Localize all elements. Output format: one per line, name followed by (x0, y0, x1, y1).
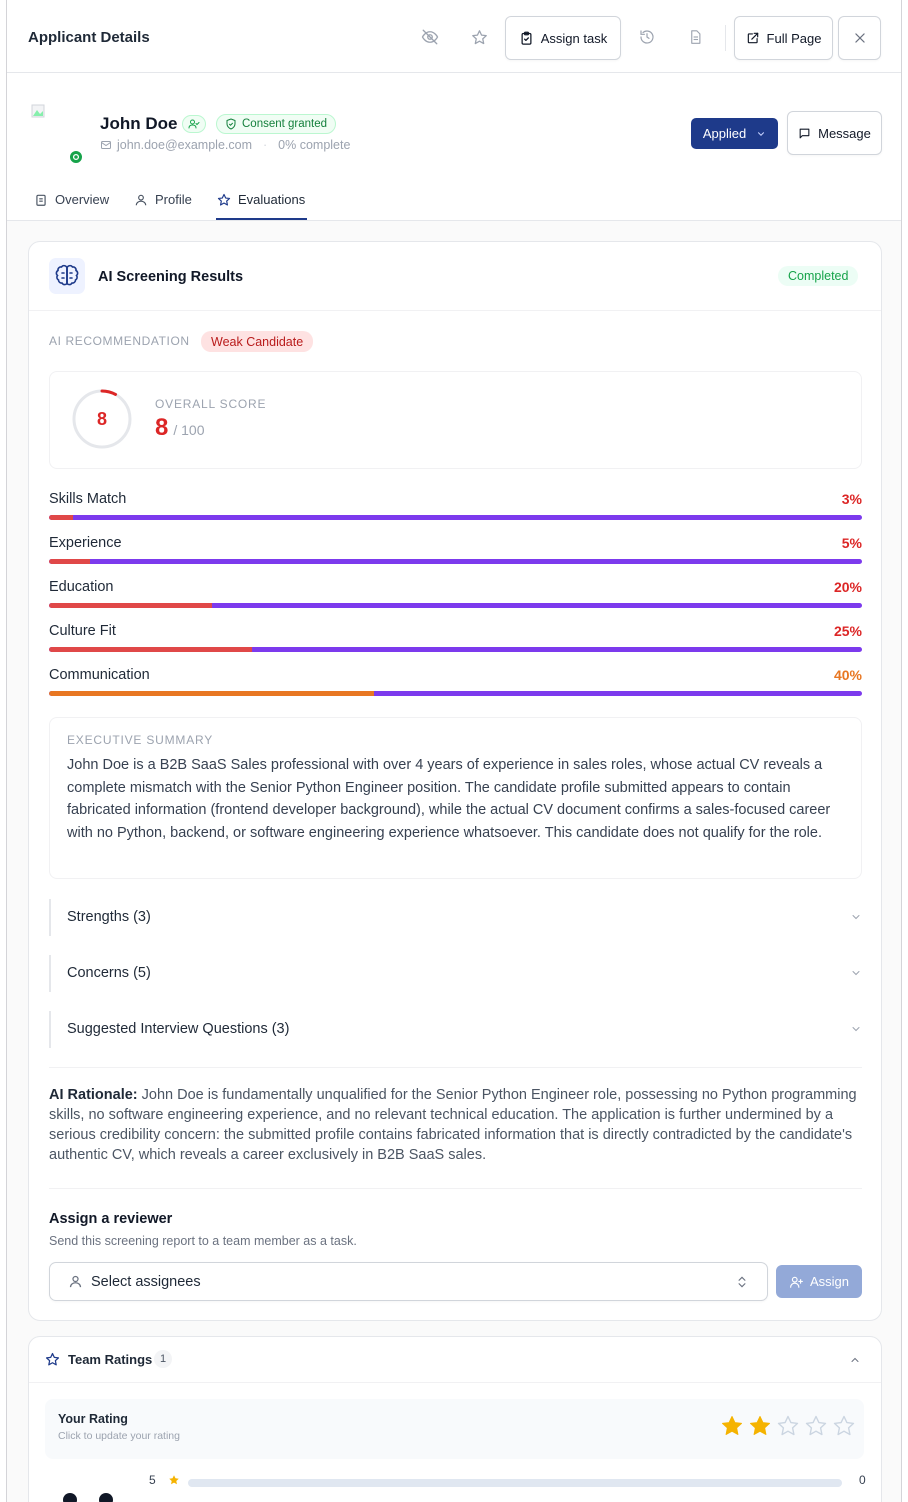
card-title: AI Screening Results (98, 269, 244, 285)
evaluations-content (7, 221, 902, 1502)
tab-profile[interactable] (134, 192, 192, 207)
section-divider (49, 1067, 862, 1068)
clipboard-icon (34, 193, 48, 207)
metric-track (49, 603, 862, 608)
metric-label: Education (49, 579, 114, 595)
metric-education (49, 579, 862, 619)
ai-screening-card (28, 241, 882, 1321)
rationale-label: AI Rationale: (49, 1087, 138, 1103)
chevron-down-icon (850, 911, 862, 923)
assign-reviewer-title: Assign a reviewer (49, 1211, 173, 1227)
recommendation-label: AI RECOMMENDATION (49, 334, 190, 348)
ratings-count-badge: 1 (154, 1350, 172, 1368)
star-empty-icon[interactable] (776, 1414, 800, 1438)
chevron-down-icon (850, 967, 862, 979)
full-page-button[interactable] (734, 16, 833, 60)
metric-experience (49, 535, 862, 575)
score-ring-value: 8 (96, 408, 107, 429)
executive-summary (49, 717, 862, 879)
metric-track (49, 515, 862, 520)
overall-score-label: OVERALL SCORE (155, 397, 267, 411)
star-icon (217, 193, 231, 207)
metric-label: Experience (49, 535, 122, 551)
star-empty-icon[interactable] (804, 1414, 828, 1438)
rater-avatar (63, 1493, 77, 1502)
recommendation-badge: Weak Candidate (201, 331, 313, 352)
panel-header (7, 0, 902, 73)
strengths-accordion[interactable] (49, 899, 862, 936)
metric-value: 3% (841, 491, 862, 507)
mail-icon (100, 139, 112, 151)
tab-evaluations[interactable] (217, 192, 305, 207)
assign-button-label: Assign (809, 1274, 850, 1289)
status-label: Applied (702, 126, 747, 141)
status-badge: Completed (778, 266, 858, 286)
assignee-select[interactable] (49, 1262, 768, 1301)
assignee-placeholder: Select assignees (91, 1274, 201, 1290)
document-icon[interactable] (684, 26, 706, 48)
distribution-bar (188, 1479, 842, 1487)
your-rating-hint: Click to update your rating (58, 1430, 180, 1442)
summary-text: John Doe is a B2B SaaS Sales professional with over 4 years of experience in sales roles, whose actual CV reveals a complete mismatch with the Senior Python Engineer position. The candidate profile submitted appears to contain fabricated information (frontend developer background), while the actual CV document confirms a sales-focused career with no Python, backend, or software engineering experience whatsoever. This candidate does not qualify for the role. (67, 757, 831, 842)
ai-rationale (49, 1085, 862, 1165)
your-rating-title: Your Rating (58, 1412, 128, 1426)
tab-label: Evaluations (238, 192, 306, 207)
contact-row (100, 138, 350, 152)
toolbar-divider (725, 25, 726, 51)
metric-track (49, 559, 862, 564)
interview-questions-accordion[interactable] (49, 1011, 862, 1048)
summary-label: EXECUTIVE SUMMARY (67, 733, 214, 747)
metric-label: Skills Match (49, 491, 127, 507)
metric-skills-match (49, 491, 862, 531)
metric-fill (49, 603, 212, 608)
assign-button[interactable] (776, 1265, 862, 1298)
message-label: Message (818, 125, 871, 141)
metric-label: Communication (49, 667, 150, 683)
history-icon[interactable] (636, 26, 658, 48)
accordion-title: Concerns (5) (67, 965, 151, 981)
metric-value: 20% (833, 579, 862, 595)
full-page-label: Full Page (766, 30, 822, 46)
assign-task-label: Assign task (540, 30, 608, 46)
metric-track (49, 647, 862, 652)
metric-fill (49, 647, 252, 652)
close-icon (853, 31, 867, 45)
message-icon (798, 127, 811, 140)
star-filled-icon[interactable] (748, 1414, 772, 1438)
rater-avatar (99, 1493, 113, 1502)
accordion-title: Strengths (3) (67, 909, 151, 925)
overall-score-max: / 100 (173, 422, 205, 438)
distribution-stars: 5 (149, 1473, 156, 1487)
rationale-text: John Doe is fundamentally unqualified for the Senior Python Engineer role, possessing no Python programming skills, no software engineering experience, and no relevant technical education. The application is further undermined by a serious credibility concern: the submitted profile contains fabricated information that is directly contradicted by the candidate's authentic CV, which reveals a career exclusively in B2B SaaS sales. (49, 1087, 857, 1163)
tab-overview[interactable] (34, 192, 109, 207)
consent-label: Consent granted (242, 118, 328, 130)
metric-culture-fit (49, 623, 862, 663)
overall-score-value: 8 (155, 414, 169, 441)
completion-status: 0% complete (278, 138, 351, 152)
status-dropdown[interactable] (691, 118, 778, 149)
rater-avatars (63, 1493, 113, 1502)
user-icon (68, 1274, 83, 1289)
avatar (31, 104, 45, 118)
user-plus-icon (789, 1275, 804, 1289)
chevrons-up-down-icon (735, 1274, 749, 1290)
metric-fill (49, 559, 90, 564)
favorite-star-icon[interactable] (468, 26, 490, 48)
external-link-icon (746, 31, 760, 45)
assign-task-button[interactable] (505, 16, 621, 60)
chevron-up-icon (849, 1354, 861, 1366)
applicant-email[interactable]: john.doe@example.com (117, 138, 252, 152)
online-status-icon (68, 149, 84, 165)
chevron-down-icon (850, 1023, 862, 1035)
broken-image-icon (31, 104, 45, 118)
tab-label: Overview (55, 192, 110, 207)
user-icon (134, 193, 148, 207)
your-rating-panel (45, 1399, 864, 1459)
star-filled-icon[interactable] (720, 1414, 744, 1438)
close-button[interactable] (838, 16, 881, 60)
clipboard-check-icon (519, 31, 534, 46)
team-ratings-card (28, 1336, 882, 1502)
overall-score (155, 414, 205, 442)
metric-value: 40% (833, 667, 862, 683)
message-button[interactable] (787, 111, 882, 155)
section-divider (49, 1188, 862, 1189)
brain-icon (49, 258, 85, 294)
active-tab-indicator (216, 218, 307, 220)
applicant-details-panel (6, 0, 902, 1502)
concerns-accordion[interactable] (49, 955, 862, 992)
metric-fill (49, 691, 374, 696)
tab-label: Profile (155, 192, 192, 207)
metric-value: 25% (833, 623, 862, 639)
assign-reviewer-subtitle: Send this screening report to a team member as a task. (49, 1234, 357, 1248)
rating-stars (720, 1414, 856, 1438)
star-empty-icon[interactable] (832, 1414, 856, 1438)
chevron-down-icon (756, 129, 766, 139)
distribution-count: 0 (859, 1473, 866, 1487)
accordion-title: Suggested Interview Questions (3) (67, 1021, 290, 1037)
star-icon (45, 1352, 60, 1367)
consent-badge (216, 114, 336, 134)
user-check-icon (182, 115, 206, 133)
team-ratings-title: Team Ratings (68, 1352, 153, 1367)
card-header (29, 242, 881, 311)
shield-check-icon (225, 118, 237, 130)
separator-dot: · (263, 138, 268, 152)
metric-communication (49, 667, 862, 707)
team-ratings-header[interactable] (29, 1337, 881, 1383)
metric-fill (49, 515, 73, 520)
metric-label: Culture Fit (49, 623, 116, 639)
detail-tabs (7, 184, 902, 221)
star-filled-icon (168, 1474, 180, 1486)
metric-track (49, 691, 862, 696)
hide-eye-off-icon[interactable] (419, 26, 441, 48)
metric-value: 5% (841, 535, 862, 551)
overall-score-panel (49, 371, 862, 469)
panel-title: Applicant Details (28, 29, 150, 46)
rating-distribution-row (29, 1472, 881, 1492)
applicant-name: John Doe (100, 114, 178, 133)
